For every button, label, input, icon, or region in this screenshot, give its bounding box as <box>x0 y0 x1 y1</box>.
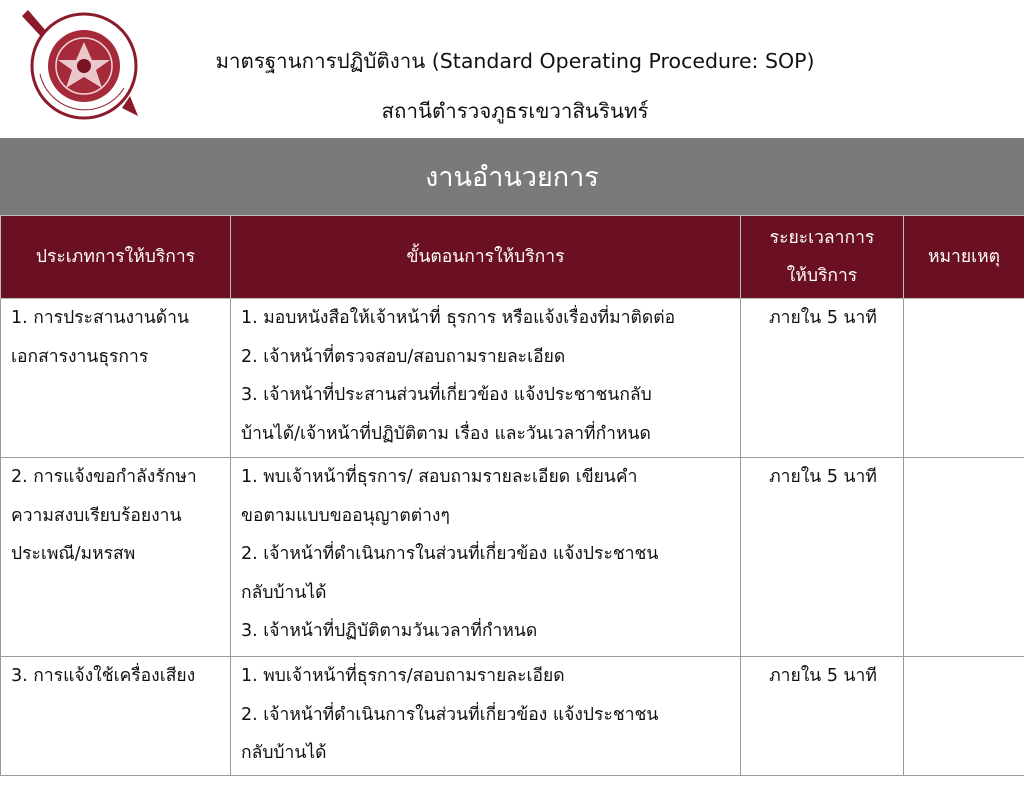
service-type-cell: 1. การประสานงานด้าน เอกสารงานธุรการ <box>1 299 231 458</box>
service-type-cell: 2. การแจ้งขอกำลังรักษา ความสงบเรียบร้อยงาน ประเพณี/มหรสพ <box>1 458 231 657</box>
column-header-remarks: หมายเหตุ <box>904 216 1024 299</box>
column-header-service-type: ประเภทการให้บริการ <box>1 216 231 299</box>
remarks-cell <box>904 657 1024 776</box>
column-header-duration: ระยะเวลาการ ให้บริการ <box>741 216 904 299</box>
steps-cell: 1. พบเจ้าหน้าที่ธุรการ/สอบถามรายละเอียด 2. เจ้าหน้าที่ดำเนินการในส่วนที่เกี่ยวข้อง แจ้งประชาชน กลับบ้านได้ <box>231 657 741 776</box>
steps-cell: 1. มอบหนังสือให้เจ้าหน้าที่ ธุรการ หรือแจ้งเรื่องที่มาติดต่อ 2. เจ้าหน้าที่ตรวจสอบ/สอบถามรายละเอียด 3. เจ้าหน้าที่ประสานส่วนที่เกี่ยวข้อง แจ้งประชาชนกลับ บ้านได้/เจ้าหน้าที่ปฏิบัติตาม เรื่อง และวันเวลาที่กำหนด <box>231 299 741 458</box>
steps-cell: 1. พบเจ้าหน้าที่ธุรการ/ สอบถามรายละเอียด เขียนคำ ขอตามแบบขออนุญาตต่างๆ 2. เจ้าหน้าที่ดำเนินการในส่วนที่เกี่ยวข้อง แจ้งประชาชน กลับบ้านได้ 3. เจ้าหน้าที่ปฏิบัติตามวันเวลาที่กำหนด <box>231 458 741 657</box>
table-row <box>1 458 1024 657</box>
remarks-cell <box>904 299 1024 458</box>
table-row <box>1 657 1024 776</box>
document-header <box>0 0 1024 138</box>
police-station-seal-logo <box>18 4 142 128</box>
service-type-cell: 3. การแจ้งใช้เครื่องเสียง <box>1 657 231 776</box>
table-row <box>1 299 1024 458</box>
duration-cell: ภายใน 5 นาที <box>741 299 904 458</box>
station-name: สถานีตำรวจภูธรเขวาสินรินทร์ <box>381 99 649 123</box>
document-title: มาตรฐานการปฏิบัติงาน (Standard Operating Procedure: SOP) <box>215 49 815 73</box>
section-title: งานอำนวยการ <box>425 162 599 193</box>
duration-cell: ภายใน 5 นาที <box>741 657 904 776</box>
duration-cell: ภายใน 5 นาที <box>741 458 904 657</box>
sop-table <box>0 215 1024 776</box>
column-header-steps: ขั้นตอนการให้บริการ <box>231 216 741 299</box>
section-title-bar <box>0 138 1024 215</box>
table-header-row <box>1 216 1024 299</box>
remarks-cell <box>904 458 1024 657</box>
